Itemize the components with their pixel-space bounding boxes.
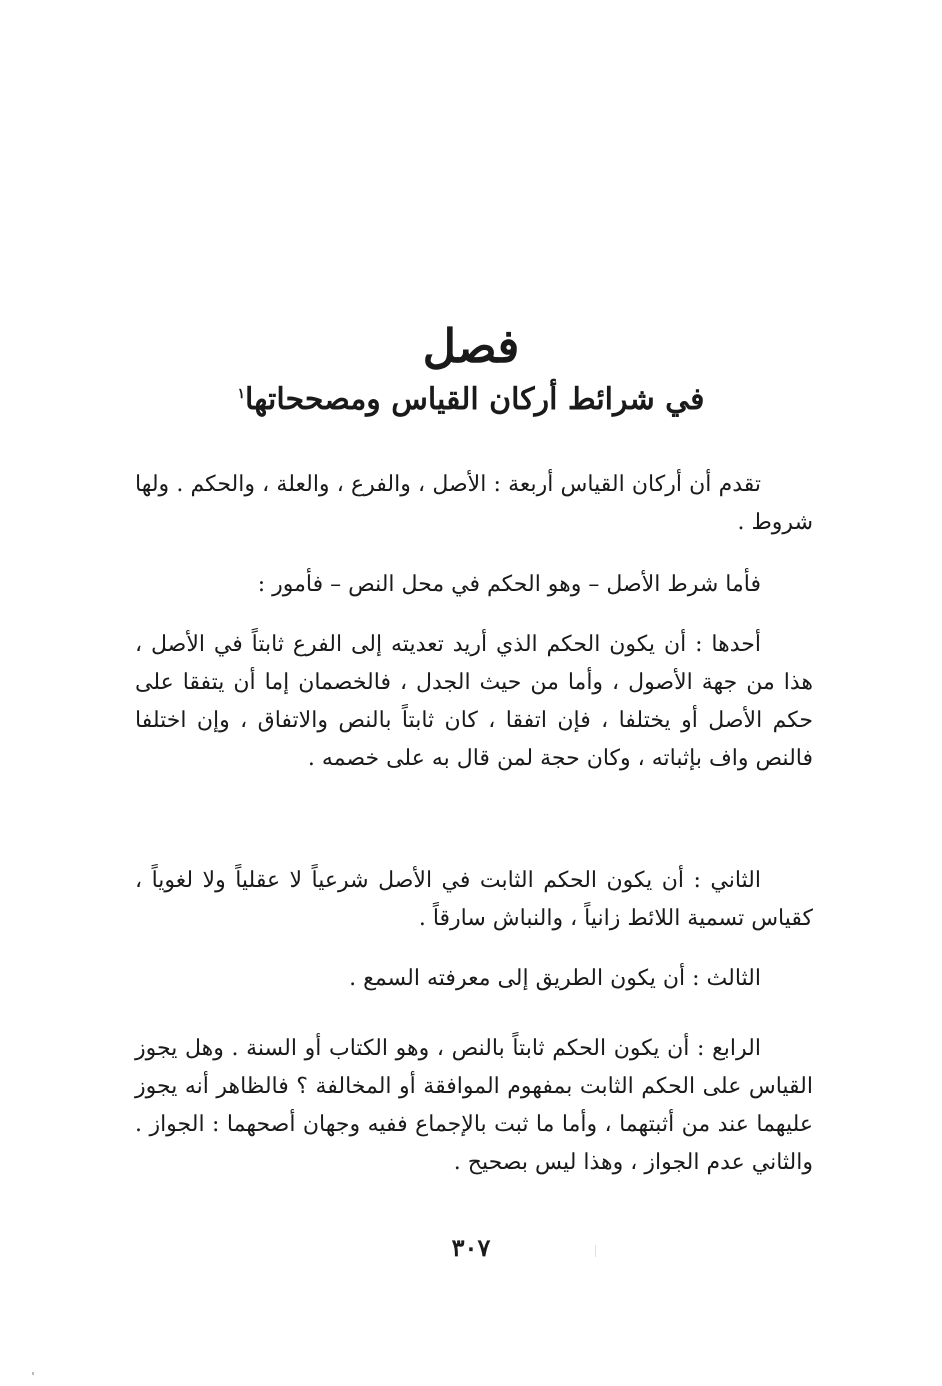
page-number: ٣٠٧ xyxy=(451,1233,491,1262)
scan-dot xyxy=(32,1372,34,1375)
paragraph-3 xyxy=(135,626,813,778)
paragraph-text: الثاني : أن يكون الحكم الثابت في الأصل شرعياً لا عقلياً ولا لغوياً ، كقياس تسمية اللائط زانياً ، والنباش سارقاً . xyxy=(135,868,813,931)
paragraph-text: فأما شرط الأصل – وهو الحكم في محل النص – فأمور : xyxy=(257,572,761,597)
paragraph-text: الرابع : أن يكون الحكم ثابتاً بالنص ، وهو الكتاب أو السنة . وهل يجوز القياس على الحكم الثابت بمفهوم الموافقة أو المخالفة ؟ فالظاهر أنه يجوز عليهما عند من أثبتهما ، وأما ما ثبت بالإجماع ففيه وجهان أصحهما : الجواز . والثاني عدم الجواز ، وهذا ليس بصحيح . xyxy=(135,1036,813,1175)
paragraph-5 xyxy=(135,960,813,998)
paragraph-2 xyxy=(135,566,813,604)
chapter-subtitle xyxy=(0,372,942,422)
paragraph-4 xyxy=(135,862,813,938)
paragraph-1 xyxy=(135,466,813,542)
paragraph-text: أحدها : أن يكون الحكم الذي أريد تعديته إلى الفرع ثابتاً في الأصل ، هذا من جهة الأصول ، وأما من حيث الجدل ، فالخصمان إما أن يتفقا على حكم الأصل أو يختلفا ، فإن اتفقا ، كان ثابتاً بالنص والاتفاق ، وإن اختلفا فالنص واف بإثباته ، وكان حجة لمن قال به على خصمه . xyxy=(135,632,813,771)
footnote-marker: ١ xyxy=(237,386,246,402)
paragraph-text: الثالث : أن يكون الطريق إلى معرفته السمع . xyxy=(349,966,761,991)
chapter-subtitle-text: في شرائط أركان القياس ومصححاتها xyxy=(245,382,705,417)
chapter-title xyxy=(0,318,942,374)
paragraph-6 xyxy=(135,1030,813,1182)
chapter-title-text: فصل xyxy=(422,319,520,373)
scan-mark xyxy=(595,1245,596,1257)
paragraph-text: تقدم أن أركان القياس أربعة : الأصل ، والفرع ، والعلة ، والحكم . ولها شروط . xyxy=(135,472,813,535)
